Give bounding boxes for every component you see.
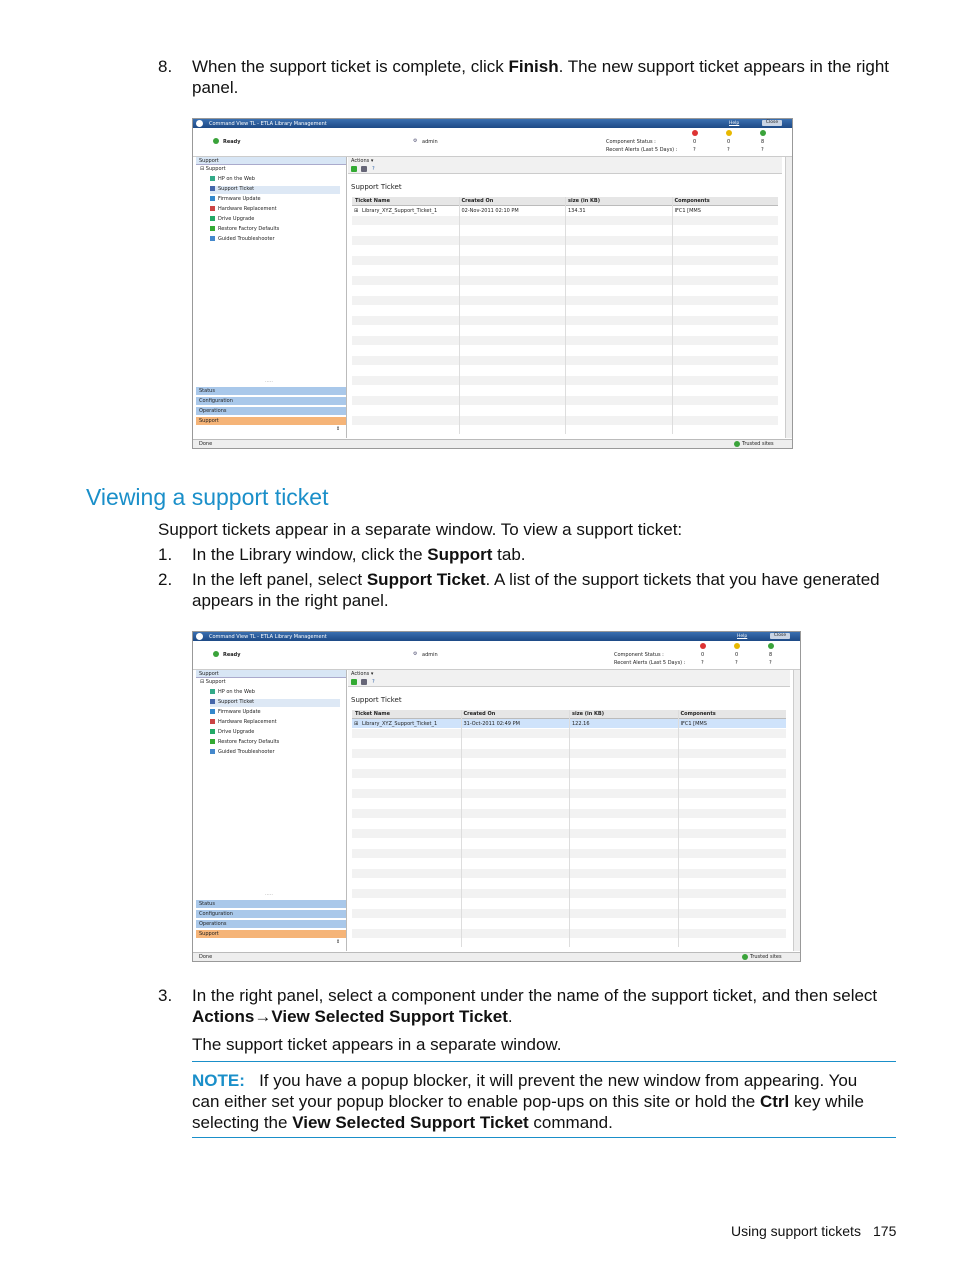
tree-item[interactable] (210, 689, 340, 697)
recent-alerts-label: Recent Alerts (Last 5 Days) : (606, 147, 678, 153)
tree-item-label: Firmware Update (218, 196, 261, 202)
expand-icon[interactable]: ⊞ (354, 721, 359, 727)
tree-item-label: Drive Upgrade (218, 216, 255, 222)
accordion-label: Operations (199, 408, 227, 414)
user-name: admin (422, 652, 438, 658)
accordion-status[interactable] (196, 386, 346, 395)
ready-status: Ready (223, 652, 241, 658)
print-icon[interactable] (361, 679, 367, 685)
accordion-label: Configuration (199, 911, 233, 917)
recent-alerts-value: ? (735, 660, 738, 666)
column-divider (678, 710, 679, 947)
text-run: . A list of the support tickets that you have generated (485, 570, 880, 589)
text-run: In the Library window, click the (192, 545, 428, 564)
navigation-header (196, 157, 346, 165)
expand-icon[interactable]: ⊞ (354, 208, 359, 214)
ticket-cell: 122.16 (572, 721, 590, 727)
tree-item[interactable] (210, 176, 340, 184)
browser-status-bar (193, 952, 800, 961)
recent-alerts-value: ? (769, 660, 772, 666)
help-icon[interactable]: ? (372, 166, 375, 172)
tree-item-icon (210, 196, 215, 201)
trusted-sites-icon (742, 954, 748, 960)
step-2-text (192, 569, 902, 611)
column-divider (461, 710, 462, 947)
actions-menu[interactable]: Actions ▾ (351, 158, 374, 164)
note-top-rule (192, 1061, 896, 1062)
step-number: 3. (158, 986, 173, 1005)
note-bottom-rule (192, 1137, 896, 1138)
trusted-sites: Trusted sites (742, 441, 774, 447)
browser-status-bar (193, 439, 792, 448)
component-status-label: Component Status : (614, 652, 664, 658)
accordion-support[interactable] (196, 416, 346, 425)
library-status-bar (193, 641, 800, 670)
accordion-label: Support (199, 418, 219, 424)
accordion-support[interactable] (196, 929, 346, 938)
menu-arrow: → (254, 1007, 272, 1026)
page-number: 175 (873, 1223, 897, 1239)
user-icon: ⚙ (413, 138, 418, 144)
text-run: can either set your popup blocker to enable pop-ups on this site or hold the (192, 1092, 760, 1111)
tree-item-label: Restore Factory Defaults (218, 739, 280, 745)
column-header[interactable]: Ticket Name (355, 198, 390, 204)
library-status-bar (193, 128, 792, 157)
refresh-icon[interactable] (351, 679, 357, 685)
bold-finish: Finish (508, 57, 559, 76)
help-icon[interactable]: ? (372, 679, 375, 685)
recent-alerts-value: ? (761, 147, 764, 153)
user-name: admin (422, 139, 438, 145)
actions-toolbar (348, 157, 782, 174)
section-heading: Viewing a support ticket (86, 484, 329, 510)
tree-item-icon (210, 186, 215, 191)
recent-alerts-value: ? (693, 147, 696, 153)
warning-icon (726, 130, 732, 136)
section-intro: Support tickets appear in a separate window. To view a support ticket: (158, 520, 683, 539)
tree-item-icon (210, 709, 215, 714)
hp-logo-icon (196, 633, 203, 640)
tree-item-label: Drive Upgrade (218, 729, 255, 735)
vertical-scrollbar[interactable] (785, 157, 792, 438)
text-run: appears in the right panel. (192, 591, 389, 610)
component-status-value: 0 (735, 652, 739, 658)
navigation-header (196, 670, 346, 678)
note-box (192, 1070, 902, 1133)
accordion-configuration[interactable] (196, 396, 346, 405)
accordion-operations[interactable] (196, 406, 346, 415)
bold-support: Support (427, 545, 493, 564)
ok-icon (768, 643, 774, 649)
navigation-pane (196, 670, 347, 951)
accordion-label: Operations (199, 921, 227, 927)
text-run: If you have a popup blocker, it will prevent the new window from appearing. You (259, 1071, 858, 1090)
ticket-cell: 134.31 (568, 208, 586, 214)
navigation-header-label: Support (199, 158, 219, 164)
recent-alerts-label: Recent Alerts (Last 5 Days) : (614, 660, 686, 666)
warning-icon (734, 643, 740, 649)
help-link[interactable]: Help (729, 121, 740, 126)
accordion-operations[interactable] (196, 919, 346, 928)
tree-root-support[interactable]: ⊟ Support (200, 679, 226, 685)
ready-icon (213, 138, 219, 144)
navigation-header-label: Support (199, 671, 219, 677)
ticket-cell: 02-Nov-2011 02:10 PM (461, 208, 519, 214)
window-title: Command View TL - ETLA Library Management (209, 121, 327, 127)
text-run: tab. (492, 545, 526, 564)
print-icon[interactable] (361, 166, 367, 172)
actions-toolbar (348, 670, 790, 687)
column-header[interactable]: Ticket Name (355, 711, 390, 717)
text-run: panel. (192, 78, 239, 97)
tree-item[interactable] (210, 226, 340, 234)
critical-icon (692, 130, 698, 136)
footer-section: Using support tickets (731, 1223, 861, 1239)
window-titlebar (193, 119, 792, 128)
tree-item-icon (210, 236, 215, 241)
bold-support-ticket: Support Ticket (366, 570, 486, 589)
accordion-label: Status (199, 388, 215, 394)
hp-logo-icon (196, 120, 203, 127)
browser-status: Done (199, 954, 213, 960)
user-icon: ⚙ (413, 651, 418, 657)
tree-item-icon (210, 176, 215, 181)
tree-item[interactable] (210, 216, 340, 224)
tree-item-label: Support Ticket (218, 186, 255, 192)
accordion-expand-icon[interactable]: ⇕ (336, 426, 341, 432)
trusted-sites-icon (734, 441, 740, 447)
tree-item[interactable] (210, 729, 340, 737)
tree-item-label: HP on the Web (218, 176, 255, 182)
window-titlebar (193, 632, 800, 641)
component-status-value: 0 (693, 139, 697, 145)
tree-item[interactable] (210, 699, 340, 707)
close-button[interactable]: Close (770, 633, 790, 639)
ticket-cell: Library_XYZ_Support_Ticket_1 (362, 721, 438, 727)
critical-icon (700, 643, 706, 649)
tree-item-icon (210, 226, 215, 231)
tree-item-label: Support Ticket (218, 699, 255, 705)
accordion-expand-icon[interactable]: ⇕ (336, 939, 341, 945)
accordion-status[interactable] (196, 899, 346, 908)
ticket-cell: IFC1 [MMS (674, 208, 701, 214)
column-header[interactable]: size (in KB) (568, 198, 601, 204)
tree-item-icon (210, 749, 215, 754)
tree-item-label: Hardware Replacement (218, 206, 277, 212)
navigation-pane (196, 157, 347, 438)
ready-icon (213, 651, 219, 657)
bold-ctrl: Ctrl (759, 1092, 790, 1111)
help-link[interactable]: Help (737, 634, 748, 639)
tree-item-icon (210, 699, 215, 704)
recent-alerts-value: ? (701, 660, 704, 666)
text-run: key while (789, 1092, 864, 1111)
column-header[interactable]: Components (674, 198, 710, 204)
splitter-grip[interactable]: ····· (265, 892, 273, 898)
bold-view-selected: View Selected Support Ticket (271, 1007, 508, 1026)
close-button[interactable]: Close (762, 120, 782, 126)
text-run: When the support ticket is complete, click (192, 57, 509, 76)
trusted-sites: Trusted sites (750, 954, 782, 960)
support-ticket-panel (348, 157, 782, 438)
ticket-cell: Library_XYZ_Support_Ticket_1 (362, 208, 438, 214)
tree-item[interactable] (210, 196, 340, 204)
screenshot-library-window-1 (192, 118, 793, 449)
bold-actions: Actions (192, 1007, 255, 1026)
text-run: In the right panel, select a component under the name of the support ticket, and then select (192, 986, 878, 1005)
splitter-grip[interactable]: ····· (265, 379, 273, 385)
column-divider (459, 197, 460, 434)
screenshot-library-window-2 (192, 631, 801, 962)
tree-root-support[interactable]: ⊟ Support (200, 166, 226, 172)
tree-item[interactable] (210, 186, 340, 194)
component-status-value: 0 (727, 139, 731, 145)
accordion-label: Status (199, 901, 215, 907)
text-run: command. (528, 1113, 613, 1132)
panel-title: Support Ticket (351, 183, 402, 191)
vertical-scrollbar[interactable] (793, 670, 800, 951)
step-number: 8. (158, 57, 173, 76)
accordion-label: Support (199, 931, 219, 937)
text-run: . The new support ticket appears in the right (558, 57, 890, 76)
column-divider (569, 710, 570, 947)
step-3-text (192, 985, 902, 1027)
tree-item-label: HP on the Web (218, 689, 255, 695)
window-title: Command View TL - ETLA Library Management (209, 634, 327, 640)
panel-title: Support Ticket (351, 696, 402, 704)
component-status-value: 8 (769, 652, 773, 658)
tree-item[interactable] (210, 709, 340, 717)
component-status-value: 0 (701, 652, 705, 658)
step-number: 2. (158, 570, 173, 589)
tree-item-icon (210, 689, 215, 694)
actions-menu[interactable]: Actions ▾ (351, 671, 374, 677)
tree-item-label: Guided Troubleshooter (218, 749, 275, 755)
tree-item-label: Restore Factory Defaults (218, 226, 280, 232)
column-header[interactable]: Created On (463, 711, 496, 717)
column-header[interactable]: Components (680, 711, 716, 717)
column-header[interactable]: Created On (461, 198, 494, 204)
tree-item[interactable] (210, 739, 340, 747)
component-status-label: Component Status : (606, 139, 656, 145)
tree-item-icon (210, 719, 215, 724)
tree-item-icon (210, 206, 215, 211)
text-run: . (507, 1007, 513, 1026)
component-status-value: 8 (761, 139, 765, 145)
tree-item[interactable] (210, 719, 340, 727)
recent-alerts-value: ? (727, 147, 730, 153)
text-run: selecting the (192, 1113, 293, 1132)
tree-item-label: Guided Troubleshooter (218, 236, 275, 242)
step-3-followup: The support ticket appears in a separate window. (192, 1035, 562, 1054)
refresh-icon[interactable] (351, 166, 357, 172)
note-label: NOTE: (192, 1071, 245, 1090)
browser-status: Done (199, 441, 213, 447)
step-number: 1. (158, 545, 173, 564)
column-divider (672, 197, 673, 434)
tree-item-icon (210, 739, 215, 744)
accordion-configuration[interactable] (196, 909, 346, 918)
tree-item[interactable] (210, 206, 340, 214)
tree-item[interactable] (210, 749, 340, 757)
text-run: In the left panel, select (192, 570, 367, 589)
ticket-cell: IFC1 [MMS (680, 721, 707, 727)
accordion-label: Configuration (199, 398, 233, 404)
tree-item-icon (210, 216, 215, 221)
column-header[interactable]: size (in KB) (572, 711, 605, 717)
ticket-cell: 31-Oct-2011 02:49 PM (463, 721, 520, 727)
tree-item-label: Hardware Replacement (218, 719, 277, 725)
tree-item-icon (210, 729, 215, 734)
tree-item-label: Firmware Update (218, 709, 261, 715)
ready-status: Ready (223, 139, 241, 145)
tree-item[interactable] (210, 236, 340, 244)
support-ticket-panel (348, 670, 790, 951)
ok-icon (760, 130, 766, 136)
column-divider (565, 197, 566, 434)
step-8-text (192, 56, 902, 98)
bold-view-selected: View Selected Support Ticket (292, 1113, 529, 1132)
step-1-text (192, 544, 526, 565)
